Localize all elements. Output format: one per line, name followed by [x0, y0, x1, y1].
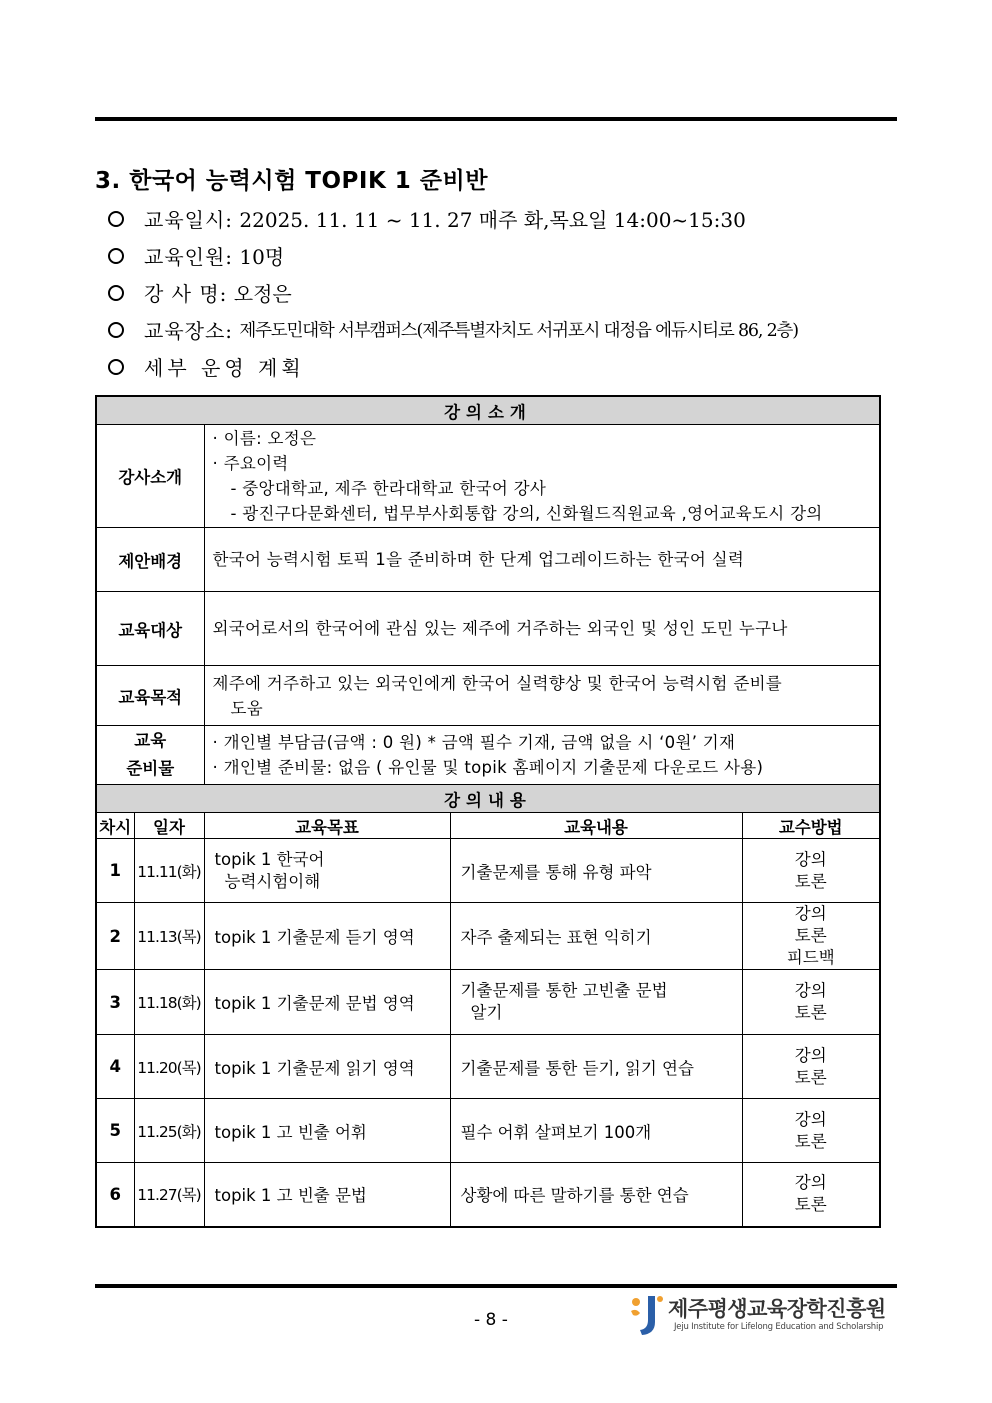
table-row [96, 1163, 880, 1227]
table-row [96, 970, 880, 1035]
session-date: 11.13(목) [134, 903, 204, 970]
method-line: 강의 [794, 1109, 827, 1129]
bottom-rule [95, 1284, 897, 1288]
instructor-line: · 이름: 오정은 [212, 429, 317, 448]
course-plan-table [95, 395, 881, 1228]
content-line: 기출문제를 통한 고빈출 문법 [460, 981, 668, 1000]
session-date: 11.11(화) [134, 839, 204, 903]
goal-line: topik 1 한국어 [214, 849, 325, 869]
goal-head: 교육목적 [96, 666, 204, 726]
session-date: 11.25(화) [134, 1099, 204, 1163]
session-content: 기출문제를 통한 듣기, 읽기 연습 [450, 1035, 742, 1099]
capacity-item [108, 237, 908, 274]
session-goal: topik 1 기출문제 문법 영역 [204, 970, 450, 1035]
capacity-value: 10명 [239, 245, 285, 269]
goal-line: 능력시험이해 [224, 871, 321, 891]
plan-item [108, 348, 908, 385]
top-rule [95, 117, 897, 121]
method-line: 강의 [794, 981, 827, 1000]
table-row [96, 903, 880, 970]
circle-bullet-icon [108, 285, 124, 301]
session-content [450, 970, 742, 1035]
session-method [742, 1099, 880, 1163]
method-line: 토론 [794, 871, 827, 891]
overview-list [108, 200, 908, 385]
prep-line: · 개인별 부담금(금액 : 0 원) * 금액 필수 기재, 금액 없을 시 ‘0원’ 기재 [212, 733, 736, 752]
circle-bullet-icon [108, 322, 124, 338]
session-date: 11.27(목) [134, 1163, 204, 1227]
col-header-date: 일자 [134, 813, 204, 839]
col-header-session: 차시 [96, 813, 134, 839]
session-content: 필수 어휘 살펴보기 100개 [450, 1099, 742, 1163]
org-emblem-icon [628, 1292, 666, 1338]
session-number: 2 [96, 903, 134, 970]
target-head: 교육대상 [96, 592, 204, 666]
instructor-item [108, 274, 908, 311]
capacity-label: 교육인원: [144, 245, 234, 269]
session-content: 자주 출제되는 표현 익히기 [450, 903, 742, 970]
method-line: 강의 [794, 904, 827, 923]
prep-text [204, 726, 880, 785]
session-method [742, 970, 880, 1035]
session-number: 3 [96, 970, 134, 1035]
content-line: 알기 [470, 1003, 503, 1022]
prep-head [96, 726, 204, 785]
org-name-en: Jeju Institute for Lifelong Education and Scholarship [674, 1322, 884, 1332]
method-line: 토론 [794, 926, 827, 945]
circle-bullet-icon [108, 211, 124, 227]
method-line: 강의 [794, 1045, 827, 1065]
intro-band: 강의소개 [96, 396, 880, 425]
session-method [742, 1035, 880, 1099]
prep-line: · 개인별 준비물: 없음 ( 유인물 및 topik 홈페이지 기출문제 다운로드 사용) [212, 758, 764, 777]
prep-head-line: 준비물 [126, 759, 175, 778]
session-content: 기출문제를 통해 유형 파악 [450, 839, 742, 903]
session-method [742, 839, 880, 903]
goal-line: 도움 [230, 698, 263, 718]
table-row [96, 1035, 880, 1099]
table-row [96, 839, 880, 903]
location-item [108, 311, 908, 348]
session-goal [204, 839, 450, 903]
instructor-head: 강사소개 [96, 425, 204, 528]
schedule-band: 강의내용 [96, 785, 880, 813]
col-header-goal: 교육목표 [204, 813, 450, 839]
location-value: 제주도민대학 서부캠퍼스(제주특별자치도 서귀포시 대정읍 에듀시티로 86, 2층) [239, 321, 798, 341]
method-line: 강의 [794, 1173, 827, 1193]
page-number: - 8 - [474, 1310, 508, 1330]
instructor-label: 강 사 명: [144, 282, 228, 306]
org-name: 제주평생교육장학진흥원 [668, 1297, 886, 1321]
method-line: 토론 [794, 1131, 827, 1151]
schedule-value: 22025. 11. 11 ~ 11. 27 매주 화,목요일 14:00~15:30 [239, 208, 746, 232]
session-number: 5 [96, 1099, 134, 1163]
instructor-intro [204, 425, 880, 528]
background-head: 제안배경 [96, 528, 204, 592]
session-goal: topik 1 기출문제 읽기 영역 [204, 1035, 450, 1099]
instructor-line: - 중앙대학교, 제주 한라대학교 한국어 강사 [230, 479, 547, 498]
schedule-label: 교육일시: [144, 208, 234, 232]
session-number: 1 [96, 839, 134, 903]
schedule-item [108, 200, 908, 237]
target-text: 외국어로서의 한국어에 관심 있는 제주에 거주하는 외국인 및 성인 도민 누구나 [204, 592, 880, 666]
plan-label: 세부 운영 계획 [144, 356, 305, 380]
circle-bullet-icon [108, 359, 124, 375]
method-line: 피드백 [786, 948, 835, 967]
session-goal: topik 1 고 빈출 어휘 [204, 1099, 450, 1163]
session-number: 4 [96, 1035, 134, 1099]
location-label: 교육장소: [144, 319, 234, 343]
goal-text [204, 666, 880, 726]
session-date: 11.20(목) [134, 1035, 204, 1099]
org-logo [628, 1292, 898, 1340]
session-method [742, 1163, 880, 1227]
prep-head-line: 교육 [134, 731, 167, 750]
session-number: 6 [96, 1163, 134, 1227]
session-goal: topik 1 기출문제 듣기 영역 [204, 903, 450, 970]
session-goal: topik 1 고 빈출 문법 [204, 1163, 450, 1227]
background-text: 한국어 능력시험 토픽 1을 준비하며 한 단계 업그레이드하는 한국어 실력 [204, 528, 880, 592]
col-header-method: 교수방법 [742, 813, 880, 839]
table-row [96, 1099, 880, 1163]
session-date: 11.18(화) [134, 970, 204, 1035]
circle-bullet-icon [108, 248, 124, 264]
method-line: 토론 [794, 1195, 827, 1215]
instructor-value: 오정은 [233, 282, 292, 306]
method-line: 강의 [794, 849, 827, 869]
col-header-content: 교육내용 [450, 813, 742, 839]
method-line: 토론 [794, 1003, 827, 1022]
session-method [742, 903, 880, 970]
goal-line: 제주에 거주하고 있는 외국인에게 한국어 실력향상 및 한국어 능력시험 준비를 [212, 673, 783, 693]
session-content: 상황에 따른 말하기를 통한 연습 [450, 1163, 742, 1227]
section-title: 3. 한국어 능력시험 TOPIK 1 준비반 [95, 168, 488, 194]
instructor-line: - 광진구다문화센터, 법무부사회통합 강의, 신화월드직원교육 ,영어교육도시 강의 [230, 504, 823, 523]
method-line: 토론 [794, 1067, 827, 1087]
instructor-line: · 주요이력 [212, 454, 289, 473]
